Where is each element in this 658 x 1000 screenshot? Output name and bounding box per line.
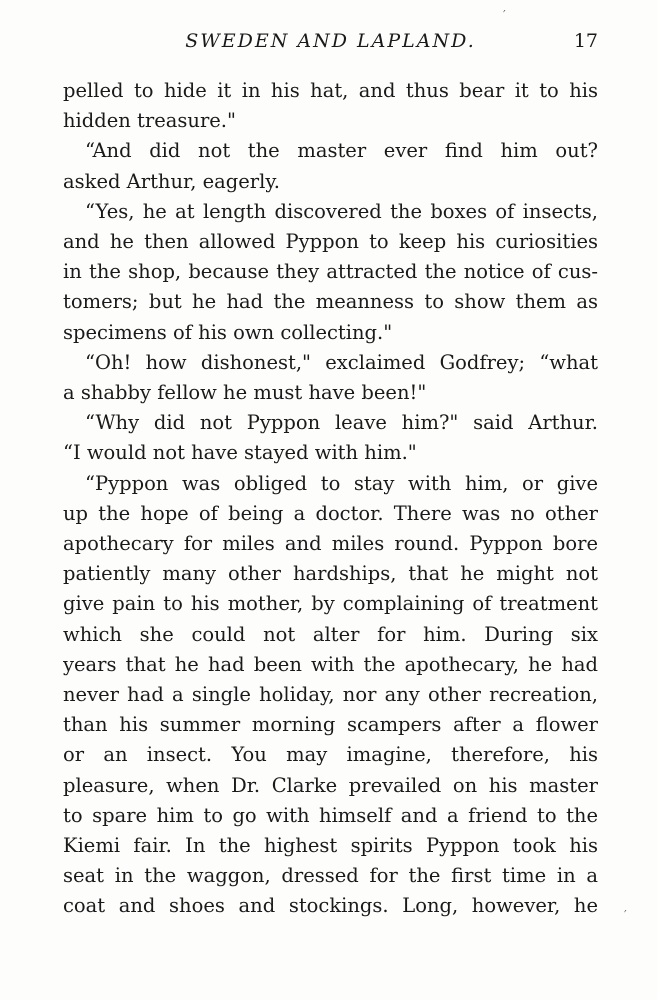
running-head: SWEDEN AND LAPLAND. <box>185 30 476 52</box>
page-header <box>63 30 598 60</box>
body-text <box>63 76 598 922</box>
text-line: tomers; but he had the meanness to show them as <box>63 290 598 314</box>
text-line: to spare him to go with himself and a friend to the <box>63 803 598 827</box>
margin-speck: ′ <box>624 908 627 922</box>
text-line: coat and shoes and stockings. Long, however, he <box>63 894 598 918</box>
text-line: “And did not the master ever find him out? <box>85 139 598 163</box>
text-line: “I would not have stayed with him." <box>63 441 417 465</box>
text-line: give pain to his mother, by complaining of treatment <box>63 592 598 616</box>
text-line: “Why did not Pyppon leave him?" said Arthur. <box>85 411 598 435</box>
text-line: “Pyppon was obliged to stay with him, or give <box>85 471 598 495</box>
text-line: pleasure, when Dr. Clarke prevailed on his master <box>63 773 598 797</box>
text-line: or an insect. You may imagine, therefore, his <box>63 743 598 767</box>
text-line: seat in the waggon, dressed for the first time in a <box>63 864 598 888</box>
text-line: which she could not alter for him. During six <box>63 622 598 646</box>
text-line: hidden treasure." <box>63 109 236 133</box>
page-number: 17 <box>573 30 598 52</box>
text-line: apothecary for miles and miles round. Pyppon bore <box>63 532 598 556</box>
text-line: “Oh! how dishonest," exclaimed Godfrey; “what <box>85 350 598 374</box>
text-line: specimens of his own collecting." <box>63 320 393 344</box>
text-line: up the hope of being a doctor. There was no other <box>63 501 598 525</box>
text-line: “Yes, he at length discovered the boxes of insects, <box>85 199 598 223</box>
text-line: Kiemi fair. In the highest spirits Pyppon took his <box>63 834 598 858</box>
text-line: in the shop, because they attracted the notice of cus- <box>63 260 598 284</box>
text-line: patiently many other hardships, that he might not <box>63 562 598 586</box>
text-line: than his summer morning scampers after a flower <box>63 713 598 737</box>
text-line: a shabby fellow he must have been!" <box>63 381 427 405</box>
text-line: years that he had been with the apothecary, he had <box>63 652 598 676</box>
text-line: pelled to hide it in his hat, and thus bear it to his <box>63 79 598 102</box>
text-line: asked Arthur, eagerly. <box>63 169 280 193</box>
text-line: never had a single holiday, nor any other recreation, <box>63 683 598 707</box>
text-line: and he then allowed Pyppon to keep his curiosities <box>63 230 598 254</box>
margin-speck: ′ <box>503 8 506 22</box>
